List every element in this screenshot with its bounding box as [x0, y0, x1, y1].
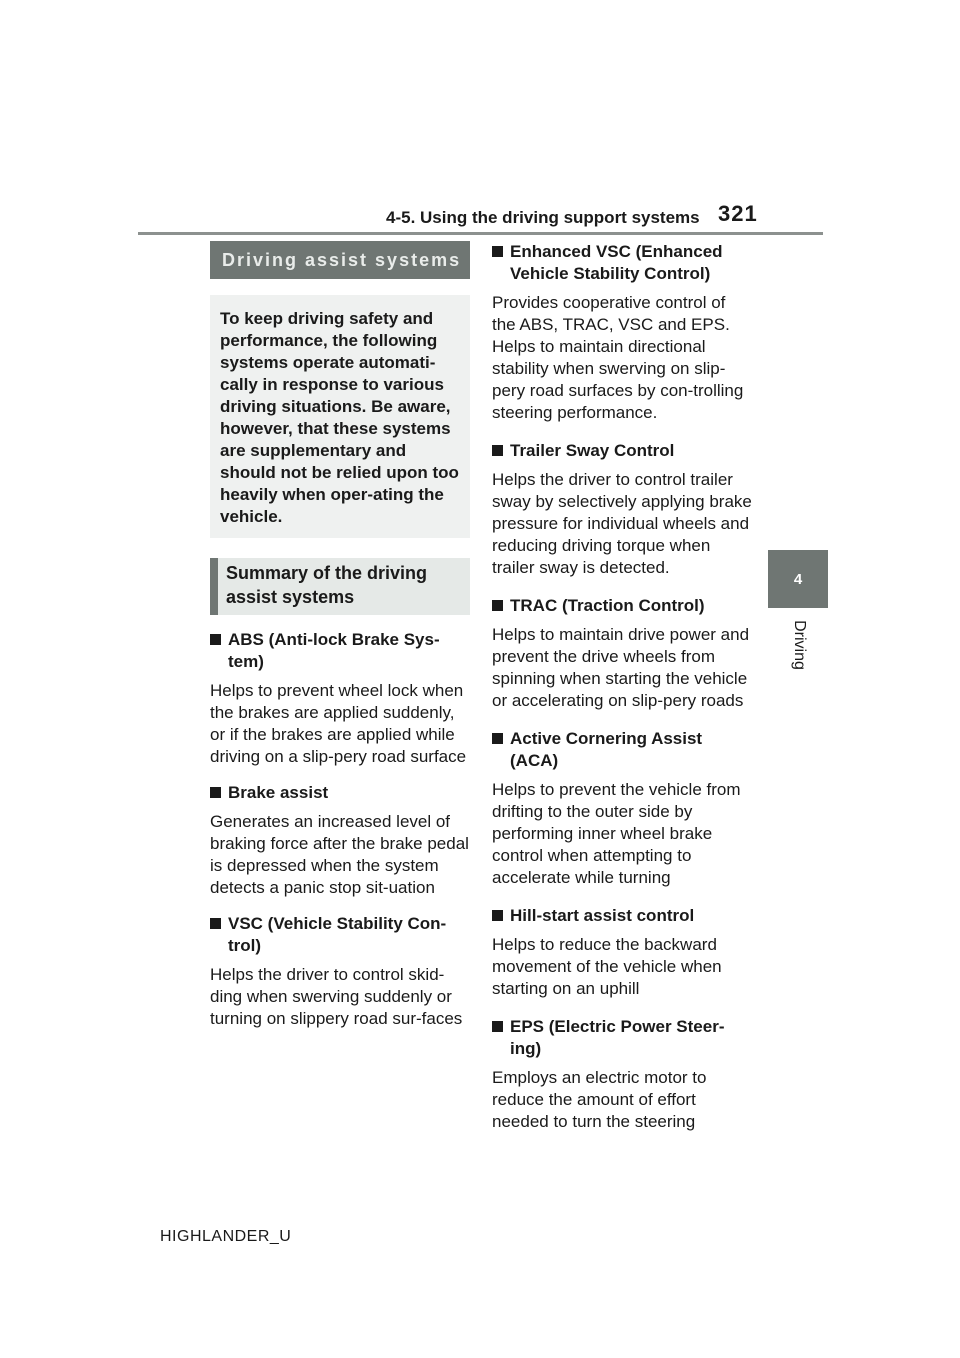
item-body: Helps to reduce the backward movement of the vehicle when starting on an uphill — [492, 935, 722, 998]
list-item-hill-start — [492, 905, 752, 1000]
item-title-text: Hill-start assist control — [510, 906, 695, 925]
page-number: 321 — [718, 201, 758, 226]
square-bullet-icon — [492, 733, 503, 744]
square-bullet-icon — [210, 918, 221, 929]
left-column — [210, 241, 470, 1030]
list-item-trac — [492, 595, 752, 712]
item-title — [492, 440, 752, 462]
item-title-text: VSC (Vehicle Stability Con-trol) — [228, 914, 447, 955]
item-body: Helps to prevent wheel lock when the brakes are applied suddenly, or if the brakes are applied while driving on a slip-pery road surface — [210, 681, 467, 766]
item-body: Helps to prevent the vehicle from drifting to the outer side by performing inner wheel brake control when attempting to accelerate while turning — [492, 780, 741, 887]
item-title — [492, 1016, 752, 1060]
item-body: Helps to maintain drive power and prevent the drive wheels from spinning when starting the vehicle or accelerating on slip-pery roads — [492, 625, 750, 710]
chapter-number-tab: 4 — [768, 550, 828, 608]
item-title-text: Active Cornering Assist (ACA) — [510, 729, 703, 770]
item-title-text: Trailer Sway Control — [510, 441, 675, 460]
intro-box: To keep driving safety and performance, the following systems operate automati-cally in response to various driving situations. Be aware, however, that these systems are supplementary and should not be relied upon too heavily when oper-ating the vehicle. — [210, 295, 470, 538]
item-body: Helps the driver to control trailer sway by selectively applying brake pressure for individual wheels and reducing driving torque when trailer sway is detected. — [492, 470, 752, 577]
list-item-brake-assist — [210, 782, 470, 899]
square-bullet-icon — [492, 1021, 503, 1032]
item-title — [210, 629, 470, 673]
list-item-abs — [210, 629, 470, 768]
list-item-eps — [492, 1016, 752, 1133]
footer-model-code: HIGHLANDER_U — [160, 1228, 292, 1245]
square-bullet-icon — [492, 600, 503, 611]
item-title-text: Brake assist — [228, 783, 329, 802]
item-body: Helps the driver to control skid-ding when swerving suddenly or turning on slippery road sur-faces — [210, 965, 463, 1028]
chapter-label — [771, 615, 827, 675]
item-title — [492, 728, 752, 772]
item-body: Provides cooperative control of the ABS, TRAC, VSC and EPS. Helps to maintain directional stability when swerving on slip-pery road surfaces by con-trolling steering performance. — [492, 293, 744, 422]
right-column — [492, 241, 752, 1133]
item-title-text: EPS (Electric Power Steer-ing) — [510, 1017, 725, 1058]
item-title-text: Enhanced VSC (Enhanced Vehicle Stability Control) — [510, 242, 723, 283]
item-title — [492, 905, 752, 927]
square-bullet-icon — [210, 787, 221, 798]
header-divider — [138, 232, 823, 235]
running-header: 4-5. Using the driving support systems — [386, 208, 700, 227]
item-body: Employs an electric motor to reduce the amount of effort needed to turn the steering — [492, 1068, 707, 1131]
item-title — [492, 595, 752, 617]
item-title — [210, 782, 470, 804]
summary-heading: Summary of the driving assist systems — [210, 558, 470, 615]
list-item-aca — [492, 728, 752, 889]
item-body: Generates an increased level of braking force after the brake pedal is depressed when the system detects a panic stop sit-uation — [210, 812, 469, 897]
chapter-label-text: Driving — [790, 620, 808, 670]
square-bullet-icon — [492, 910, 503, 921]
item-title — [210, 913, 470, 957]
square-bullet-icon — [492, 246, 503, 257]
list-item-enhanced-vsc — [492, 241, 752, 424]
item-title-text: ABS (Anti-lock Brake Sys-tem) — [228, 630, 440, 671]
item-title-text: TRAC (Traction Control) — [510, 596, 705, 615]
list-item-vsc — [210, 913, 470, 1030]
section-title: Driving assist systems — [210, 241, 470, 279]
square-bullet-icon — [492, 445, 503, 456]
square-bullet-icon — [210, 634, 221, 645]
list-item-trailer-sway — [492, 440, 752, 579]
item-title — [492, 241, 752, 285]
